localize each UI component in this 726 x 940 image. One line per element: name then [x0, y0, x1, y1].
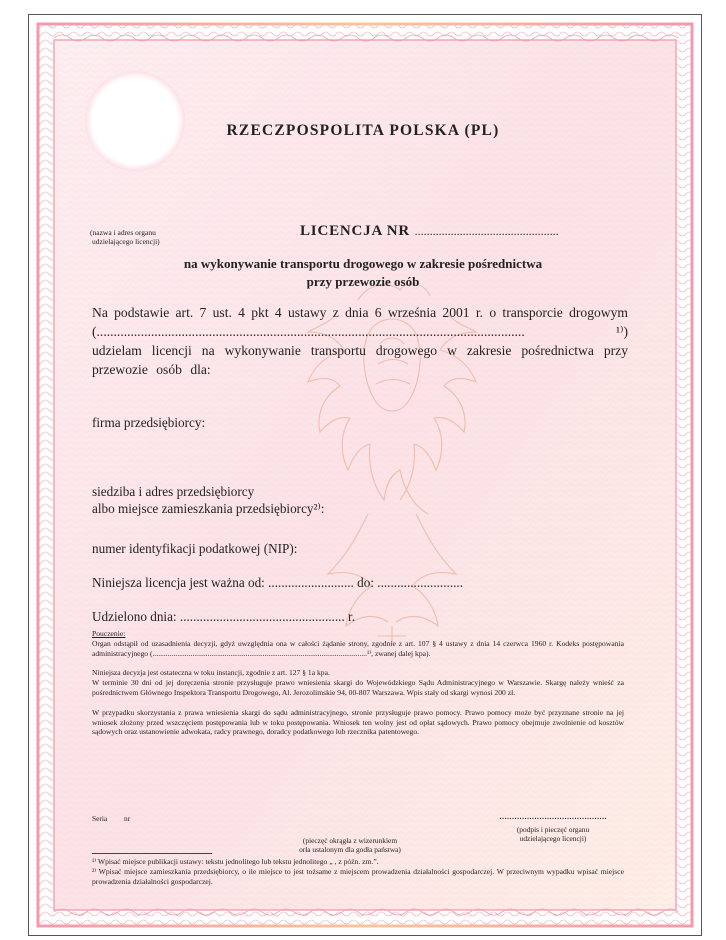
subtitle-line-2: przy przewozie osób — [306, 274, 420, 289]
hologram-icon — [85, 71, 185, 171]
signature-caption-line-2: udzielającego licencji) — [519, 834, 587, 843]
firma-label: firma przedsiębiorcy: — [92, 415, 206, 430]
issued-line: Udzielono dnia: .................................................. r. — [92, 609, 355, 624]
pouczenie-paragraph-2: Niniejsza decyzja jest ostateczna w toku instancji, zgodnie z art. 127 § 1a kpa. — [92, 668, 330, 677]
stamp-caption — [270, 836, 430, 854]
pouczenie-paragraph-3: W terminie 30 dni od jej doręczenia stronie przysługuje prawo wniesienia skargi do Wojewódzkiego Sądu Administracyjnego w Warszawie. Skargę należy wnieść za pośrednictwem Głównego Inspektora Transportu Drogowego, Al. Jerozolimskie 94, 00-807 Warszawa. Wpis stały od skargi wynosi 200 zł. — [92, 678, 624, 697]
stamp-caption-line-2: orła ustalonym dla godła państwa) — [299, 845, 401, 854]
pouczenie-paragraph-1: Organ odstąpił od uzasadnienia decyzji, gdyż uwzględnia ona w całości żądanie strony, zgodnie z art. 107 § 4 ustawy z dnia 14 czerwca 1960 r. Kodeks postępowania administracyjnego (.................................................................................................................¹⁾, zwanej dalej kpa). — [92, 639, 624, 658]
pouczenie-title: Pouczenie: — [92, 629, 126, 638]
intro-line-2: (.............................................................................................................................. ¹⁾) — [92, 324, 628, 339]
license-number-dots: ................................................ — [414, 224, 559, 238]
footnote-1: ¹⁾ Wpisać miejsce publikacji ustawy: tekstu jednolitego lub tekstu jednolitego „ , z późn. zm.”. — [92, 857, 379, 866]
organ-label — [90, 229, 160, 246]
license-title: LICENCJA NR — [300, 223, 411, 239]
intro-line-3: udzielam licencji na wykonywanie transportu drogowego w zakresie pośrednictwa przy przewozie osób dla: — [92, 343, 628, 377]
siedziba-label-1: siedziba i adres przedsiębiorcy — [92, 484, 255, 499]
signature-caption — [478, 825, 628, 843]
security-background — [28, 14, 702, 936]
signature-caption-line-1: (podpis i pieczęć organu — [516, 825, 590, 834]
country-title: RZECZPOSPOLITA POLSKA (PL) — [226, 122, 500, 139]
stamp-caption-line-1: (pieczęć okrągła z wizerunkiem — [302, 836, 398, 845]
nip-label: numer identyfikacji podatkowej (NIP): — [92, 541, 298, 556]
organ-label-line-2: udzielającego licencji) — [92, 236, 160, 246]
organ-label-line-1: (nazwa i adres organu — [90, 228, 156, 237]
validity-line: Niniejsza licencja jest ważna od: .......................... do: .......................... — [92, 575, 464, 590]
intro-line-1: Na podstawie art. 7 ust. 4 pkt 4 ustawy z dnia 6 września 2001 r. o transporcie drogowym — [92, 305, 628, 320]
footnote-2: ²⁾ Wpisać miejsce zamieszkania przedsiębiorcy, o ile miejsce to jest tożsame z miejscem prowadzenia działalności gospodarczej. W przeciwnym wypadku wpisać miejsce prowadzenia działalności gospodarczej. — [92, 867, 624, 886]
license-number-heading — [300, 223, 559, 240]
pouczenie-paragraph-4: W przypadku skorzystania z prawa wniesienia skargi do sądu administracyjnego, stronie przysługuje prawo pomocy. Prawo pomocy może być przyznane stronie na jej wniosek złożony przed wszczęciem postępowania lub w toku postępowania. Wniosek ten wolny jest od opłat sądowych. Prawo pomocy obejmuje zwolnienie od kosztów sądowych oraz ustanowienie adwokata, radcy prawnego, doradcy podatkowego lub rzecznika patentowego. — [92, 708, 624, 737]
footnote-divider — [92, 853, 212, 854]
subtitle-line-1: na wykonywanie transportu drogowego w zakresie pośrednictwa — [183, 256, 543, 271]
seria-label: Seria — [92, 814, 108, 823]
siedziba-label-2: albo miejsce zamieszkania przedsiębiorcy²⁾: — [92, 501, 325, 516]
nr-label: nr — [124, 814, 131, 823]
signature-dots: ........................................... — [499, 811, 607, 822]
